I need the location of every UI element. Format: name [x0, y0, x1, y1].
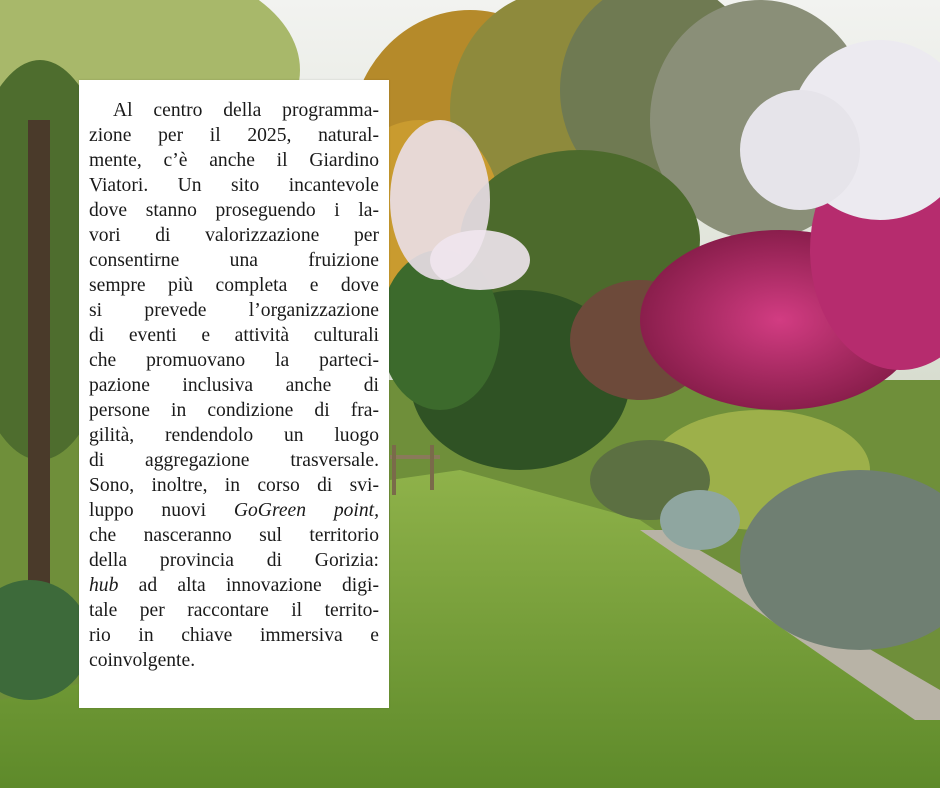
article-line: che promuovano la parteci-: [89, 350, 379, 371]
article-line: che nasceranno sul territorio: [89, 525, 379, 546]
article-line: consentirne una fruizione: [89, 250, 379, 271]
article-line: si prevede l’organizzazione: [89, 300, 379, 321]
newspaper-clipping: [79, 80, 389, 708]
article-line: Al centro della programma-: [113, 100, 379, 121]
article-line: coinvolgente.: [89, 650, 196, 671]
article-text: luppo nuovi: [89, 500, 234, 521]
article-line: dove stanno proseguendo i la-: [89, 200, 379, 221]
article-line: zione per il 2025, natural-: [89, 125, 379, 146]
article-line: Sono, inoltre, in corso di svi-: [89, 475, 379, 496]
article-paragraph: [89, 98, 379, 673]
article-line: Viatori. Un sito incantevole: [89, 175, 379, 196]
article-line: della provincia di Gorizia:: [89, 550, 379, 571]
article-line: tale per raccontare il territo-: [89, 600, 379, 621]
article-line: vori di valorizzazione per: [89, 225, 379, 246]
article-line: di eventi e attività culturali: [89, 325, 379, 346]
article-line: di aggregazione trasversale.: [89, 450, 379, 471]
article-text: ad alta innovazione digi-: [118, 575, 379, 596]
article-line: persone in condizione di fra-: [89, 400, 379, 421]
hub-term: hub: [89, 575, 119, 596]
article-line: [89, 573, 379, 598]
article-line: rio in chiave immersiva e: [89, 625, 379, 646]
article-line: pazione inclusiva anche di: [89, 375, 379, 396]
article-line: mente, c’è anche il Giardino: [89, 150, 379, 171]
article-line: sempre più completa e dove: [89, 275, 379, 296]
article-line: gilità, rendendolo un luogo: [89, 425, 379, 446]
article-line: [89, 498, 379, 523]
gogreen-point-term: GoGreen point,: [233, 500, 379, 521]
